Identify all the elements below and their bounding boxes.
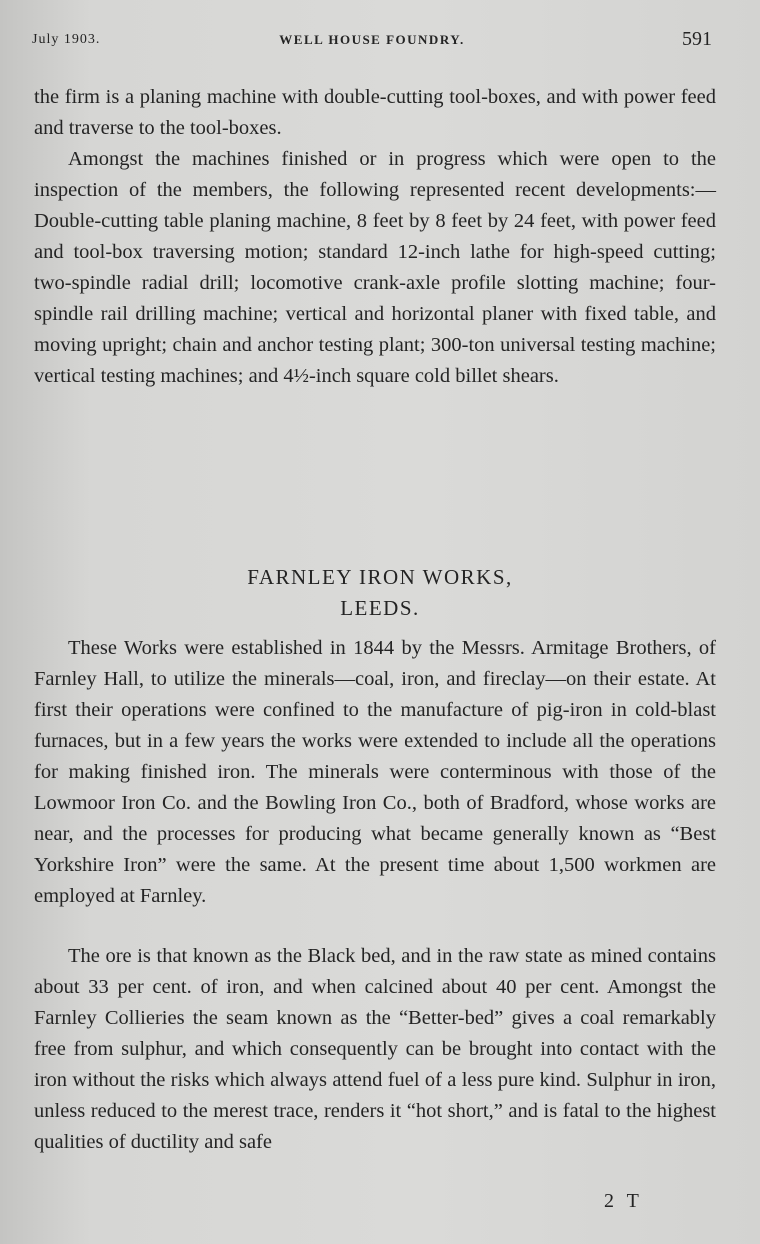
section-subtitle: LEEDS.	[340, 596, 420, 620]
running-header	[32, 28, 712, 58]
paragraph-machines: Amongst the machines finished or in progress which were open to the inspection of the members, the following represented recent developments:—Double-cutting table planing machine, 8 feet by 8 feet by 24 feet, with power feed and tool-box traversing motion; standard 12-inch lathe for high-speed cutting; two-spindle radial drill; locomotive crank-axle profile slotting machine; four-spindle rail drilling machine; vertical and horizontal planer with fixed table, and moving upright; chain and anchor testing plant; 300-ton universal testing machine; vertical testing machines; and 4½-inch square cold billet shears.	[34, 148, 716, 387]
section-title: FARNLEY IRON WORKS,	[247, 565, 513, 589]
paragraph-continued: the firm is a planing machine with double-cutting tool-boxes, and with power feed and traverse to the tool-boxes.	[34, 86, 716, 139]
signature-mark: 2 T	[604, 1190, 643, 1212]
header-title: WELL HOUSE FOUNDRY.	[279, 32, 465, 47]
paragraph-history: These Works were established in 1844 by the Messrs. Armitage Brothers, of Farnley Hall, to utilize the minerals—coal, iron, and fireclay—on their estate. At first their operations were confined to the manufacture of pig-iron in cold-blast furnaces, but in a few years the works were extended to include all the operations for making finished iron. The minerals were conterminous with those of the Lowmoor Iron Co. and the Bowling Iron Co., both of Bradford, whose works are near, and the processes for producing what became generally known as “Best Yorkshire Iron” were the same. At the present time about 1,500 workmen are employed at Farnley.	[34, 637, 716, 907]
page-number: 591	[682, 28, 712, 50]
header-date: July 1903.	[32, 32, 101, 47]
paragraph-ore: The ore is that known as the Black bed, and in the raw state as mined contains about 33 per cent. of iron, and when calcined about 40 per cent. Amongst the Farnley Collieries the seam known as the “Better-bed” gives a coal remarkably free from sulphur, and which consequently can be brought into contact with the iron without the risks which always attend fuel of a less pure kind. Sulphur in iron, unless reduced to the merest trace, renders it “hot short,” and is fatal to the highest qualities of ductility and safe	[34, 945, 716, 1153]
